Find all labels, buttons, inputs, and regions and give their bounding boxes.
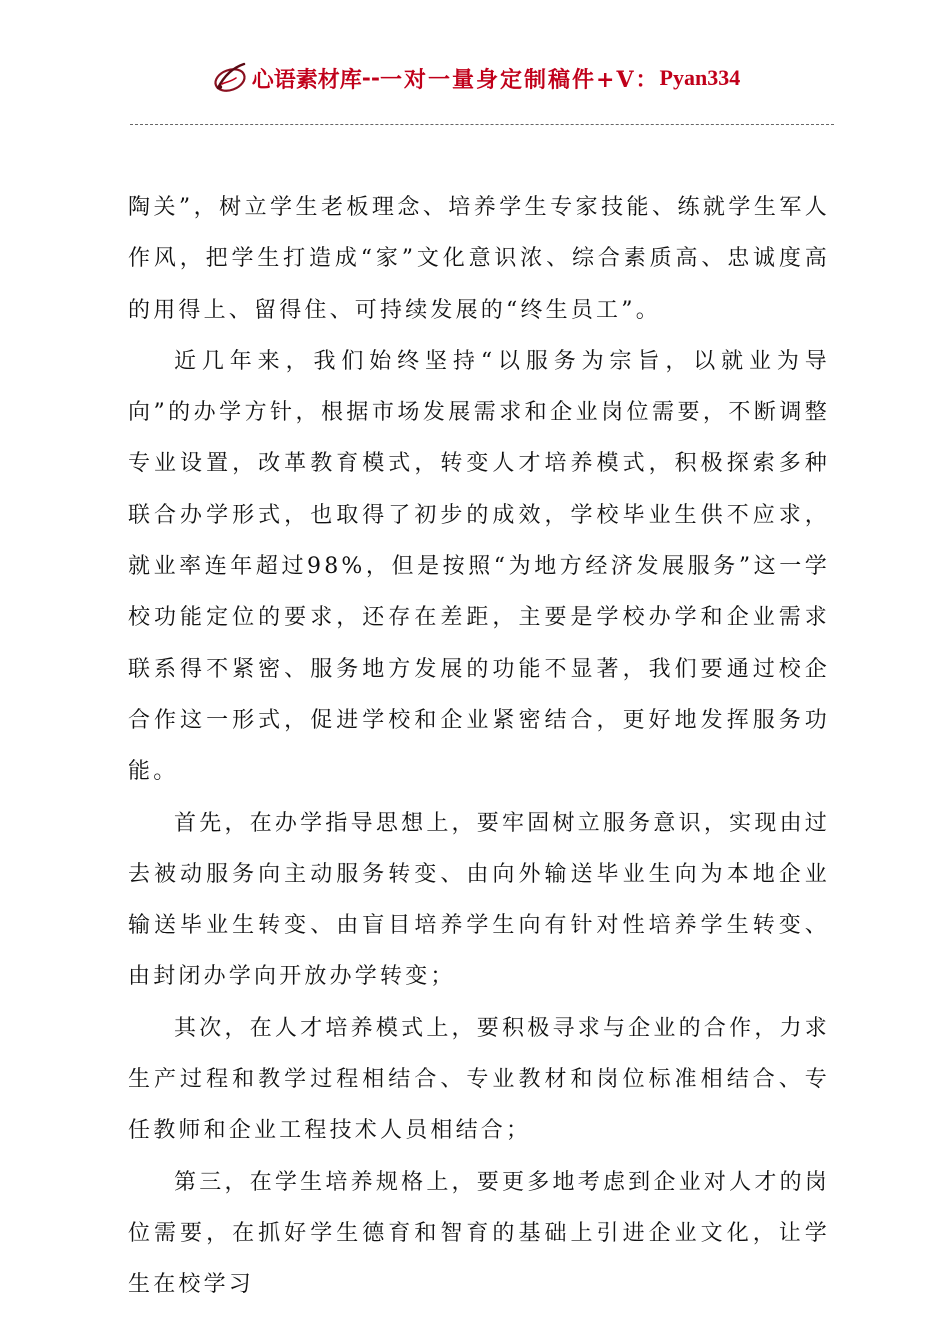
paragraph-continuation: 陶关”，树立学生老板理念、培养学生专家技能、练就学生军人作风，把学生打造成“家”文化意识浓、综合素质高、忠诚度高的用得上、留得住、可持续发展的“终生员工”。 <box>128 195 830 323</box>
document-body <box>128 182 830 1311</box>
header-contact: Pyan334 <box>659 65 741 90</box>
header-banner <box>210 58 740 98</box>
calligraphy-brush-logo-icon <box>210 58 250 98</box>
page-header <box>0 58 950 102</box>
header-tagline: 一对一量身定制稿件+V： <box>380 66 660 93</box>
header-separator: -- <box>361 65 381 91</box>
paragraph-second: 其次，在人才培养模式上，要积极寻求与企业的合作，力求生产过程和教学过程相结合、专业教材和岗位标准相结合、专任教师和企业工程技术人员相结合； <box>128 1015 830 1144</box>
paragraph-first: 首先，在办学指导思想上，要牢固树立服务意识，实现由过去被动服务向主动服务转变、由向外输送毕业生向为本地企业输送毕业生转变、由盲目培养学生向有针对性培养学生转变、由封闭办学向开放办学转变； <box>128 810 830 990</box>
paragraph-recent-years: 近几年来，我们始终坚持“以服务为宗旨，以就业为导向”的办学方针，根据市场发展需求和企业岗位需要，不断调整专业设置，改革教育模式，转变人才培养模式，积极探索多种联合办学形式，也取得了初步的成效，学校毕业生供不应求，就业率连年超过98%，但是按照“为地方经济发展服务”这一学校功能定位的要求，还存在差距，主要是学校办学和企业需求联系得不紧密、服务地方发展的功能不显著，我们要通过校企合作这一形式，促进学校和企业紧密结合，更好地发挥服务功能。 <box>128 348 830 785</box>
paragraph-third: 第三，在学生培养规格上，要更多地考虑到企业对人才的岗位需要，在抓好学生德育和智育的基础上引进企业文化，让学生在校学习 <box>128 1169 830 1298</box>
header-brand: 心语素材库 <box>251 66 362 93</box>
header-divider <box>130 124 834 125</box>
